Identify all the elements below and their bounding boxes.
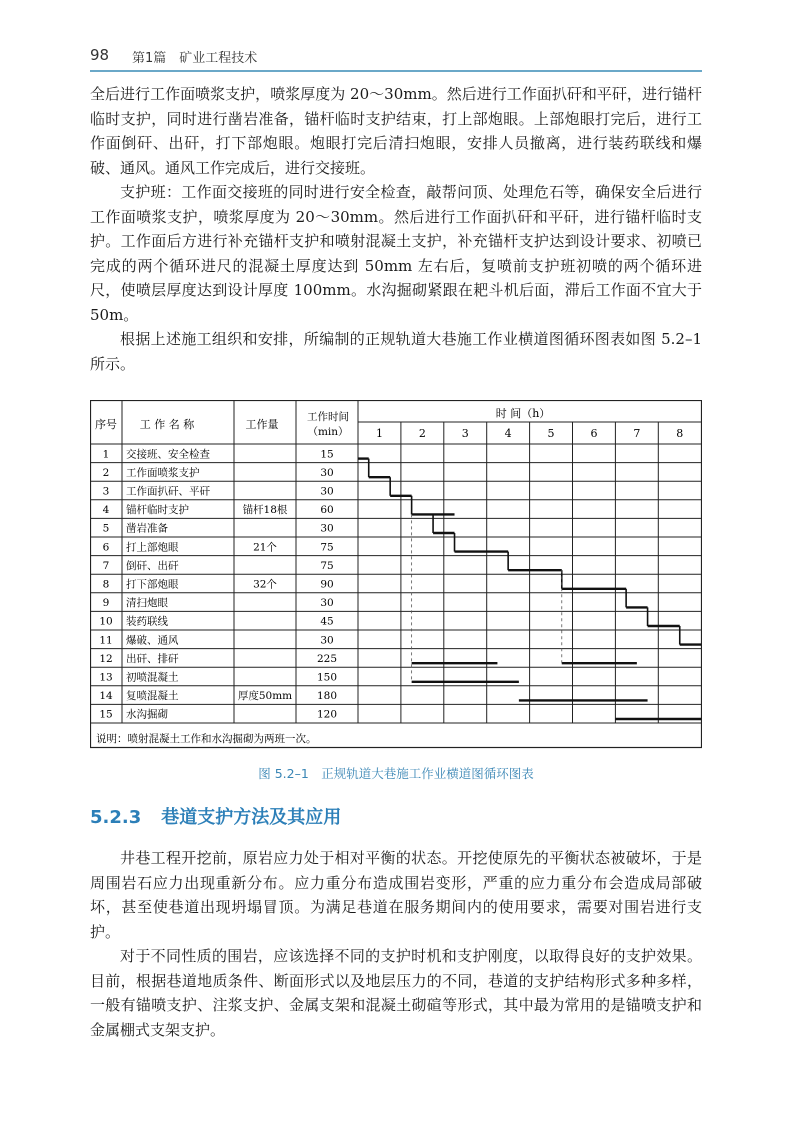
- header-name: 工 作 名 称: [139, 418, 195, 431]
- row-number: 6: [102, 541, 110, 554]
- task-name: 工作面扒矸、平矸: [126, 485, 210, 498]
- table-note: 说明：喷射混凝土工作和水沟掘砌为两班一次。: [96, 733, 317, 745]
- task-minutes: 45: [320, 615, 334, 628]
- paragraph: 井巷工程开挖前，原岩应力处于相对平衡的状态。开挖使原先的平衡状态被破坏，于是周围岩石应力出现重新分布。应力重分布造成围岩变形，严重的应力重分布会造成局部破坏，甚至使巷道出现坍塌冒顶。为满足巷道在服务期间内的使用要求，需要对围岩进行支护。: [90, 849, 702, 941]
- task-minutes: 120: [316, 708, 338, 721]
- gantt-chart: [90, 400, 702, 750]
- task-quantity: 32个: [253, 578, 277, 591]
- hour-tick-label: 7: [633, 427, 641, 440]
- body-text-bottom: [90, 846, 702, 1042]
- task-minutes: 225: [316, 652, 338, 665]
- header-time-unit: （min）: [307, 426, 349, 438]
- task-name: 装药联线: [126, 615, 168, 628]
- task-name: 倒矸、出矸: [126, 559, 179, 572]
- chapter-title: 第1篇 矿业工程技术: [132, 51, 258, 66]
- page-header: [90, 40, 702, 68]
- row-number: 1: [102, 448, 110, 461]
- paragraph: 全后进行工作面喷浆支护，喷浆厚度为 20～30mm。然后进行工作面扒矸和平矸，进行锚杆临时支护，同时进行凿岩准备，锚杆临时支护结束，打上部炮眼。上部炮眼打完后，进行工作面倒矸、出矸，打下部炮眼。炮眼打完后清扫炮眼，安排人员撤离，进行装药联线和爆破、通风。通风工作完成后，进行交接班。: [90, 85, 702, 177]
- hour-tick-label: 2: [418, 427, 426, 440]
- task-minutes: 75: [320, 541, 334, 554]
- paragraph: 根据上述施工组织和安排，所编制的正规轨道大巷施工作业横道图循环图表如图 5.2–1 所示。: [90, 330, 702, 373]
- hour-tick-label: 6: [590, 427, 598, 440]
- task-name: 打上部炮眼: [126, 541, 179, 554]
- task-name: 清扫炮眼: [126, 597, 168, 610]
- hour-tick-label: 8: [676, 427, 684, 440]
- task-name: 初喷混凝土: [126, 671, 179, 684]
- body-text-top: [90, 82, 702, 376]
- task-minutes: 30: [320, 485, 334, 498]
- header-no: 序号: [95, 418, 117, 431]
- task-minutes: 90: [320, 578, 334, 591]
- row-number: 3: [102, 485, 110, 498]
- row-number: 11: [99, 634, 113, 647]
- task-quantity: 锚杆18根: [242, 504, 288, 517]
- task-minutes: 60: [320, 504, 334, 517]
- header-time: 工作时间: [307, 411, 349, 423]
- paragraph: 支护班：工作面交接班的同时进行安全检查，敲帮问顶、处理危石等，确保安全后进行工作面喷浆支护，喷浆厚度为 20～30mm。然后进行工作面扒矸和平矸，进行锚杆临时支护。工作面后方进行补充锚杆支护和喷射混凝土支护，补充锚杆支护达到设计要求、初喷已完成的两个循环进尺的混凝土厚度达到 50mm 左右后，复喷前支护班初喷的两个循环进尺，使喷层厚度达到设计厚度 100mm。水沟掘砌紧跟在耙斗机后面，滞后工作面不宜大于 50m。: [90, 183, 702, 324]
- task-quantity: 厚度50mm: [237, 690, 293, 703]
- task-name: 爆破、通风: [126, 634, 179, 647]
- task-name: 工作面喷浆支护: [126, 466, 200, 479]
- hour-tick-label: 4: [504, 427, 512, 440]
- row-number: 4: [102, 504, 110, 517]
- row-number: 8: [102, 578, 110, 591]
- row-number: 2: [102, 466, 110, 479]
- page-number: 98: [90, 46, 110, 64]
- row-number: 10: [99, 615, 113, 628]
- header-qty: 工作量: [245, 418, 279, 431]
- hour-tick-label: 1: [375, 427, 383, 440]
- task-minutes: 75: [320, 559, 334, 572]
- row-number: 14: [99, 690, 113, 703]
- task-name: 交接班、安全检查: [126, 448, 210, 461]
- task-name: 出矸、排矸: [126, 652, 179, 665]
- task-quantity: 21个: [253, 541, 277, 554]
- row-number: 15: [99, 708, 113, 721]
- task-minutes: 30: [320, 466, 334, 479]
- task-minutes: 150: [316, 671, 338, 684]
- section-title: 巷道支护方法及其应用: [161, 807, 342, 828]
- task-minutes: 180: [316, 690, 338, 703]
- task-minutes: 15: [320, 448, 334, 461]
- task-minutes: 30: [320, 522, 334, 535]
- section-heading: [90, 803, 341, 829]
- section-number: 5.2.3: [90, 807, 142, 828]
- hour-tick-label: 5: [547, 427, 555, 440]
- figure-caption: 图 5.2–1 正规轨道大巷施工作业横道图循环图表: [258, 766, 534, 781]
- task-minutes: 30: [320, 634, 334, 647]
- row-number: 13: [99, 671, 113, 684]
- row-number: 7: [102, 559, 110, 572]
- task-name: 凿岩准备: [126, 522, 168, 535]
- hour-tick-label: 3: [461, 427, 469, 440]
- row-number: 12: [99, 652, 113, 665]
- task-name: 复喷混凝土: [126, 690, 179, 703]
- task-name: 锚杆临时支护: [126, 504, 189, 517]
- task-name: 打下部炮眼: [126, 578, 179, 591]
- task-name: 水沟掘砌: [126, 708, 168, 721]
- task-minutes: 30: [320, 597, 334, 610]
- row-number: 5: [102, 522, 110, 535]
- paragraph: 对于不同性质的围岩，应该选择不同的支护时机和支护刚度，以取得良好的支护效果。目前，根据巷道地质条件、断面形式以及地层压力的不同，巷道的支护结构形式多种多样，一般有锚喷支护、注浆支护、金属支架和混凝土砌碹等形式，其中最为常用的是锚喷支护和金属棚式支架支护。: [90, 947, 702, 1039]
- header-hours: 时 间（h）: [495, 407, 551, 420]
- header-rule: [90, 70, 702, 72]
- row-number: 9: [102, 597, 110, 610]
